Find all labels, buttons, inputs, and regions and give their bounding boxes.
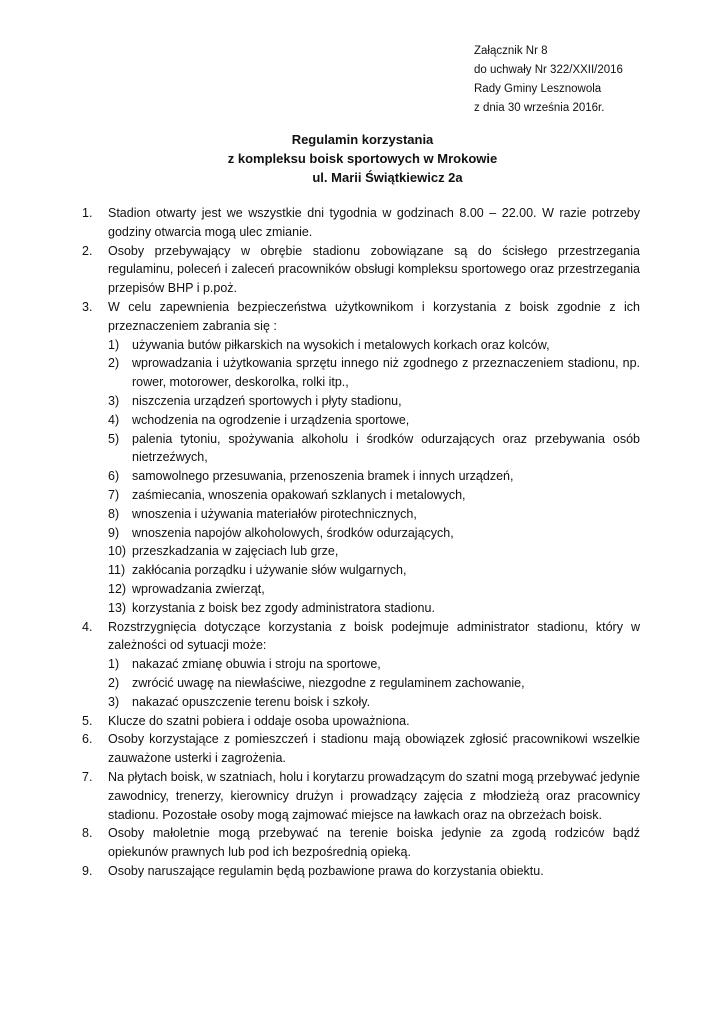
subitem-number: 1) [108, 657, 120, 672]
resolution-number: do uchwały Nr 322/XXII/2016 [474, 64, 623, 76]
subitem-number: 12) [108, 581, 127, 596]
rule-item [80, 768, 640, 824]
subitem-number: 7) [108, 487, 120, 502]
subitem-text: samowolnego przesuwania, przenoszenia bramek i innych urządzeń, [132, 469, 514, 484]
rule-sublist [108, 336, 640, 618]
subitem-number: 1) [108, 337, 120, 352]
annex-number: Załącznik Nr 8 [474, 45, 548, 57]
rule-number: 9. [82, 863, 93, 878]
resolution-date: z dnia 30 września 2016r. [474, 102, 605, 114]
rule-text: Na płytach boisk, w szatniach, holu i korytarzu prowadzącym do szatni mogą przebywać jedynie zawodnicy, trenerzy, kierownicy drużyn i prowadzący zajęcia z młodzieżą oraz pracownicy stadionu. Pozostałe osoby mogą zajmować miejsce na ławkach oraz na obrzeżach boisk. [108, 769, 640, 822]
rule-text: Klucze do szatni pobiera i oddaje osoba upoważniona. [108, 713, 410, 728]
rule-subitem [108, 561, 640, 580]
subitem-number: 3) [108, 694, 120, 709]
rule-subitem [108, 693, 640, 712]
rule-text: Stadion otwarty jest we wszystkie dni tygodnia w godzinach 8.00 – 22.00. W razie potrzeby godziny otwarcia mogą ulec zmianie. [108, 206, 640, 239]
council-name: Rady Gminy Lesznowola [474, 83, 602, 95]
subitem-text: wnoszenia i używania materiałów pirotechnicznych, [132, 506, 417, 521]
subitem-number: 3) [108, 393, 120, 408]
rule-item [80, 204, 640, 242]
subitem-number: 2) [108, 356, 120, 371]
title-line-2: z kompleksu boisk sportowych w Mrokowie [227, 151, 498, 166]
rules-list [80, 204, 640, 881]
subitem-number: 10) [108, 544, 127, 559]
rule-number: 7. [82, 769, 93, 784]
rule-item [80, 298, 640, 618]
rule-item [80, 824, 640, 862]
subitem-text: niszczenia urządzeń sportowych i płyty stadionu, [132, 393, 402, 408]
subitem-number: 9) [108, 525, 120, 540]
rule-subitem [108, 467, 640, 486]
rule-sublist [108, 655, 640, 711]
rule-subitem [108, 336, 640, 355]
subitem-number: 2) [108, 675, 120, 690]
rule-subitem [108, 505, 640, 524]
title-line-1: Regulamin korzystania [291, 132, 434, 147]
rule-number: 4. [82, 619, 93, 634]
rule-item [80, 242, 640, 298]
rule-number: 3. [82, 299, 93, 314]
rule-text: W celu zapewnienia bezpieczeństwa użytkownikom i korzystania z boisk zgodnie z ich przeznaczeniem zabrania się : [108, 299, 640, 333]
subitem-text: wprowadzania zwierząt, [132, 581, 265, 596]
rule-text: Osoby małoletnie mogą przebywać na terenie boiska jedynie za zgodą rodziców bądź opiekunów prawnych lub pod ich bezpośrednią opieką. [108, 826, 640, 860]
rule-item [80, 618, 640, 712]
rule-item [80, 730, 640, 768]
subitem-text: zaśmiecania, wnoszenia opakowań szklanych i metalowych, [132, 487, 466, 502]
rule-subitem [108, 655, 640, 674]
rule-number: 8. [82, 826, 93, 841]
rule-text: Rozstrzygnięcia dotyczące korzystania z boisk podejmuje administrator stadionu, który w zależności od sytuacji może: [108, 619, 640, 653]
subitem-text: wprowadzania i użytkowania sprzętu innego niż zgodnego z przeznaczeniem stadionu, np. rower, motorower, deskorolka, rolki itp., [132, 356, 640, 390]
rule-text: Osoby korzystające z pomieszczeń i stadionu mają obowiązek zgłosić pracownikowi wszelkie zauważone usterki i zagrożenia. [108, 732, 640, 766]
rule-subitem [108, 354, 640, 392]
subitem-number: 4) [108, 412, 120, 427]
rule-subitem [108, 542, 640, 561]
subitem-text: wchodzenia na ogrodzenie i urządzenia sportowe, [132, 412, 410, 427]
document-title [0, 130, 725, 187]
rule-subitem [108, 486, 640, 505]
subitem-number: 8) [108, 506, 120, 521]
subitem-number: 11) [108, 563, 126, 578]
annex-header [474, 42, 623, 118]
rule-subitem [108, 580, 640, 599]
rule-number: 6. [82, 732, 93, 747]
rule-subitem [108, 411, 640, 430]
subitem-text: zwrócić uwagę na niewłaściwe, niezgodne z regulaminem zachowanie, [132, 675, 525, 690]
subitem-text: nakazać opuszczenie terenu boisk i szkoły. [132, 694, 371, 709]
rule-subitem [108, 599, 640, 618]
subitem-text: korzystania z boisk bez zgody administratora stadionu. [132, 600, 435, 615]
subitem-text: używania butów piłkarskich na wysokich i metalowych korkach oraz kolców, [132, 337, 550, 352]
rule-number: 5. [82, 713, 93, 728]
subitem-text: nakazać zmianę obuwia i stroju na sportowe, [132, 657, 381, 672]
rule-number: 1. [82, 206, 93, 220]
rule-text: Osoby przebywający w obrębie stadionu zobowiązane są do ścisłego przestrzegania regulaminu, poleceń i zaleceń pracowników obsługi kompleksu sportowego oraz przestrzegania przepisów BHP i p.poż. [108, 243, 640, 296]
rule-subitem [108, 524, 640, 543]
subitem-text: palenia tytoniu, spożywania alkoholu i środków odurzających oraz przebywania osób nietrzeźwych, [132, 431, 640, 465]
subitem-number: 13) [108, 600, 127, 615]
rule-item [80, 862, 640, 881]
rule-subitem [108, 674, 640, 693]
subitem-text: zakłócania porządku i używanie słów wulgarnych, [132, 563, 407, 578]
title-line-3: ul. Marii Świątkiewicz 2a [312, 170, 463, 185]
rule-subitem [108, 430, 640, 468]
subitem-number: 6) [108, 469, 120, 484]
rule-item [80, 712, 640, 731]
subitem-text: przeszkadzania w zajęciach lub grze, [132, 544, 339, 559]
rule-number: 2. [82, 243, 93, 258]
subitem-number: 5) [108, 431, 120, 446]
subitem-text: wnoszenia napojów alkoholowych, środków odurzających, [132, 525, 454, 540]
rule-subitem [108, 392, 640, 411]
rule-text: Osoby naruszające regulamin będą pozbawione prawa do korzystania obiektu. [108, 863, 544, 878]
